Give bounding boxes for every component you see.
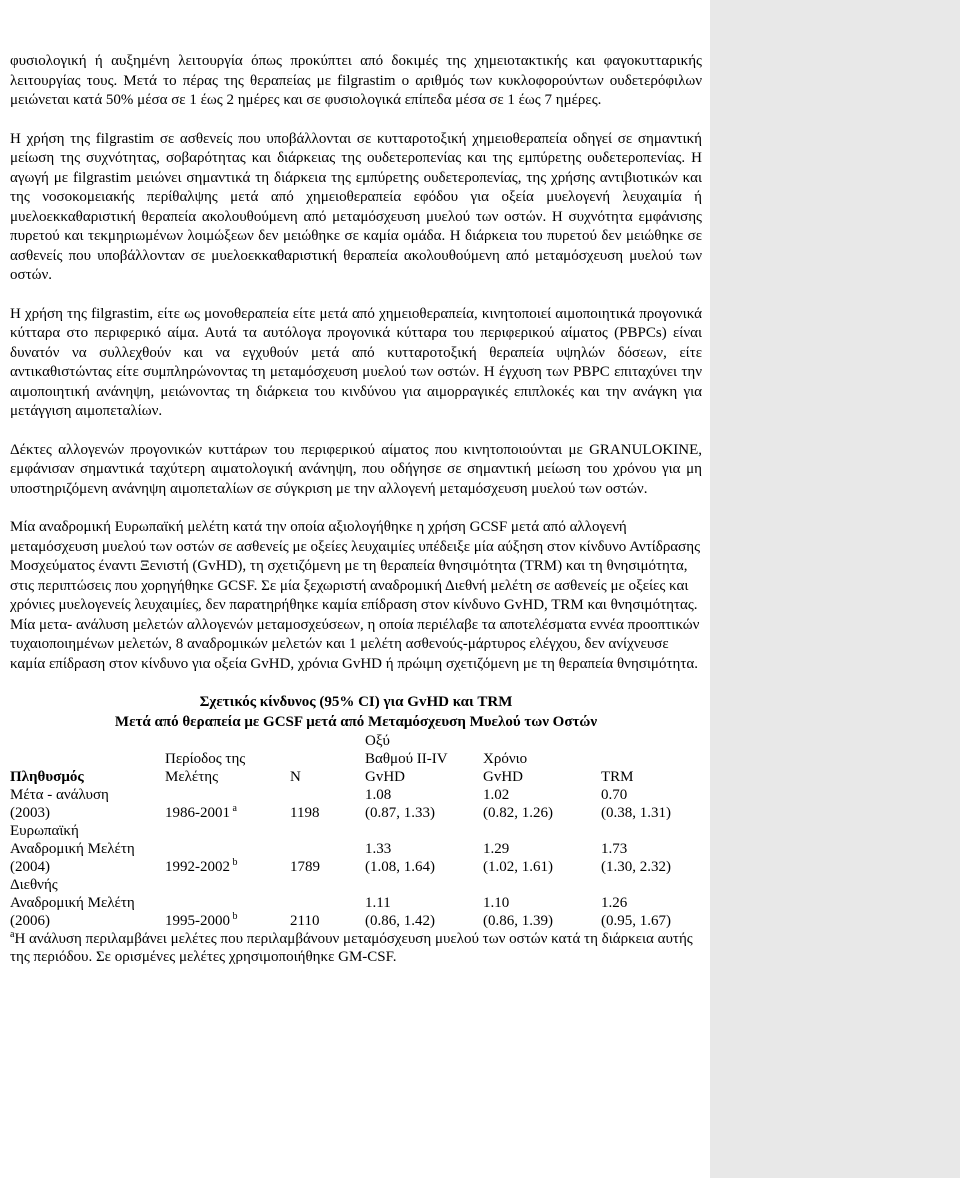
header-period: [165, 732, 290, 786]
acute-ci: (0.87, 1.33): [365, 805, 435, 821]
chronic-value: 1.10: [483, 895, 510, 911]
population-line1: Ευρωπαϊκή: [10, 823, 79, 839]
period-superscript: b: [232, 911, 238, 922]
acute-value: 1.11: [365, 895, 391, 911]
population-line3: (2006): [10, 913, 50, 929]
document-body: [10, 52, 702, 966]
population-line2: Αναδρομική Μελέτη: [10, 841, 135, 857]
population-line3: (2003): [10, 805, 50, 821]
table-row: [10, 876, 701, 930]
paragraph-3: Η χρήση της filgrastim, είτε ως μονοθεραπεία είτε μετά από χημειοθεραπεία, κινητοποιεί αιμοποιητικά προγονικά κύτταρα στο περιφερικό αίμα. Αυτά τα αυτόλογα προγονικά κύτταρα του περιφερικού αίματος (PBPCs) είναι δυνατόν να συλλεχθούν και να εγχυθούν μετά από κυτταροτοξική θεραπεία υψηλών δόσεων, είτε αντικαθιστώντας είτε συμπληρώνοντας τη μεταμόσχευση μυελού των οστών. Η έγχυση των PBPC επιταχύνει την αιμοποιητική ανάνηψη, μειώνοντας τη διάρκεια του κινδύνου για αιμορραγικές επιπλοκές και την ανάγκη για μετάγγιση αιμοπεταλίων.: [10, 305, 702, 419]
cell-n: 2110: [290, 913, 320, 929]
cell-acute: [365, 822, 483, 876]
table-footnote: [10, 930, 702, 966]
footnote-text: Η ανάλυση περιλαμβάνει μελέτες που περιλαμβάνουν μεταμόσχευση μυελού των οστών κατά τη διάρκεια αυτής της περιόδου. Σε ορισμένες μελέτες χρησιμοποιήθηκε GM-CSF.: [10, 931, 693, 965]
cell-trm: [601, 822, 701, 876]
trm-value: 1.73: [601, 841, 628, 857]
trm-ci: (0.95, 1.67): [601, 913, 671, 929]
paragraph-4: Δέκτες αλλογενών προγονικών κυττάρων του περιφερικού αίματος που κινητοποιούνται με GRANULOKINE, εμφάνισαν σημαντικά ταχύτερη αιματολογική ανάνηψη, που οδήγησε σε σημαντική μείωση του χρόνου για μη υποστηριζόμενη ανάνηψη αιμοπεταλίων σε σύγκριση με την αλλογενή μεταμόσχευση μυελού των οστών.: [10, 441, 702, 497]
cell-n: 1789: [290, 859, 320, 875]
population-line2: Αναδρομική Μελέτη: [10, 895, 135, 911]
comment-sidebar: [710, 0, 960, 1178]
table-row: [10, 786, 701, 822]
cell-trm: [601, 876, 701, 930]
table-row: [10, 822, 701, 876]
paragraph-2: Η χρήση της filgrastim σε ασθενείς που υποβάλλονται σε κυτταροτοξική χημειοθεραπεία οδηγεί σε σημαντική μείωση της συχνότητας, σοβαρότητας και διάρκειας της ουδετεροπενίας και της εμπύρετης ουδετεροπενίας. Η αγωγή με filgrastim μειώνει σημαντικά τη διάρκεια της εμπύρετης ουδετεροπενίας, της χρήσης αντιβιοτικών και της νοσοκομειακής περίθαλψης μετά από χημειοθεραπεία εφόδου για οξεία μυελογενή λευχαιμία ή μυελοεκκαθαριστική θεραπεία ακολουθούμενη από μεταμόσχευση μυελού των οστών. Η συχνότητα εμφάνισης πυρετού και τεκμηριωμένων λοιμώξεων δεν μειώθηκε σε καμία ομάδα. Η διάρκεια του πυρετού δεν μειώθηκε σε ασθενείς που υποβάλλονταν σε μυελοεκκαθαριστική θεραπεία ακολουθούμενη από μεταμόσχευση μυελού των οστών.: [10, 130, 702, 283]
trm-value: 1.26: [601, 895, 628, 911]
period-value: 1986-2001: [165, 805, 230, 821]
table-header-row: [10, 732, 701, 786]
header-acute-line2: Βαθμού II-IV: [365, 751, 448, 767]
cell-acute: [365, 786, 483, 822]
cell-period: [165, 786, 290, 822]
paragraph-1: φυσιολογική ή αυξημένη λειτουργία όπως προκύπτει από δοκιμές της χημειοτακτικής και φαγοκυτταρικής λειτουργίας τους. Μετά το πέρας της θεραπείας με filgrastim ο αριθμός των κυκλοφορούντων ουδετερόφιλων μειώνεται κατά 50% μέσα σε 1 έως 2 ημέρες και σε φυσιολογικά επίπεδα μέσα σε 1 έως 7 ημέρες.: [10, 53, 702, 108]
chronic-ci: (0.82, 1.26): [483, 805, 553, 821]
header-chronic-line1: Χρόνιο: [483, 751, 528, 767]
acute-value: 1.08: [365, 787, 392, 803]
cell-population: [10, 822, 165, 876]
cell-population: [10, 876, 165, 930]
table-subtitle: Μετά από θεραπεία με GCSF μετά από Μεταμόσχευση Μυελού των Οστών: [114, 714, 598, 730]
cell-period: [165, 822, 290, 876]
chronic-ci: (1.02, 1.61): [483, 859, 553, 875]
header-trm: TRM: [601, 769, 634, 785]
trm-ci: (1.30, 2.32): [601, 859, 671, 875]
chronic-ci: (0.86, 1.39): [483, 913, 553, 929]
risk-table-block: [10, 692, 702, 966]
period-superscript: a: [232, 803, 237, 814]
risk-table: [10, 732, 701, 930]
period-value: 1995-2000: [165, 913, 230, 929]
header-acute-line1: Οξύ: [365, 733, 390, 749]
header-acute-line3: GvHD: [365, 769, 405, 785]
population-line3: (2004): [10, 859, 50, 875]
chronic-value: 1.29: [483, 841, 510, 857]
period-value: 1992-2002: [165, 859, 230, 875]
header-period-line2: Μελέτης: [165, 769, 219, 785]
cell-n: 1198: [290, 805, 320, 821]
population-line1: Μέτα - ανάλυση: [10, 787, 109, 803]
trm-ci: (0.38, 1.31): [601, 805, 671, 821]
header-period-line1: Περίοδος της: [165, 751, 246, 767]
header-chronic-line2: GvHD: [483, 769, 523, 785]
table-title: Σχετικός κίνδυνος (95% CI) για GvHD και TRM: [199, 694, 513, 710]
trm-value: 0.70: [601, 787, 628, 803]
cell-population: [10, 786, 165, 822]
header-chronic-gvhd: [483, 732, 601, 786]
period-superscript: b: [232, 857, 238, 868]
acute-ci: (0.86, 1.42): [365, 913, 435, 929]
population-line1: Διεθνής: [10, 877, 58, 893]
cell-trm: [601, 786, 701, 822]
header-n: N: [290, 769, 301, 785]
acute-ci: (1.08, 1.64): [365, 859, 435, 875]
header-population: Πληθυσμός: [10, 769, 84, 785]
cell-acute: [365, 876, 483, 930]
cell-chronic: [483, 822, 601, 876]
paragraph-5: Μία αναδρομική Ευρωπαϊκή μελέτη κατά την οποία αξιολογήθηκε η χρήση GCSF μετά από αλλογενή μεταμόσχευση μυελού των οστών σε ασθενείς με οξείες λευχαιμίες υπέδειξε μία αύξηση στον κίνδυνο Αντίδρασης Μοσχεύματος έναντι Ξενιστή (GvHD), τη σχετιζόμενη με τη θεραπεία θνησιμότητα (TRM) και τη θνησιμότητα, στις περιπτώσεις που χορηγήθηκε GCSF. Σε μία ξεχωριστή αναδρομική Διεθνή μελέτη σε ασθενείς με οξείες και χρόνιες μυελογενείς λευχαιμίες, δεν παρατηρήθηκε καμία επίδραση στον κίνδυνο GvHD, TRM και θνησιμότητας. Μία μετα- ανάλυση μελετών αλλογενών μεταμοσχεύσεων, η οποία περιέλαβε τα αποτελέσματα εννέα προοπτικών τυχαιοποιημένων μελετών, 8 αναδρομικών μελετών και 1 μελέτη ασθενούς-μάρτυρος ελέγχου, δεν ανίχνευσε καμία επίδραση στον κίνδυνο για οξεία GvHD, χρόνια GvHD ή πρώιμη σχετιζόμενη με τη θεραπεία θνησιμότητα.: [10, 519, 701, 672]
cell-period: [165, 876, 290, 930]
footnote-mark: a: [10, 929, 15, 940]
chronic-value: 1.02: [483, 787, 510, 803]
cell-chronic: [483, 876, 601, 930]
cell-chronic: [483, 786, 601, 822]
acute-value: 1.33: [365, 841, 392, 857]
header-acute-gvhd: [365, 732, 483, 786]
